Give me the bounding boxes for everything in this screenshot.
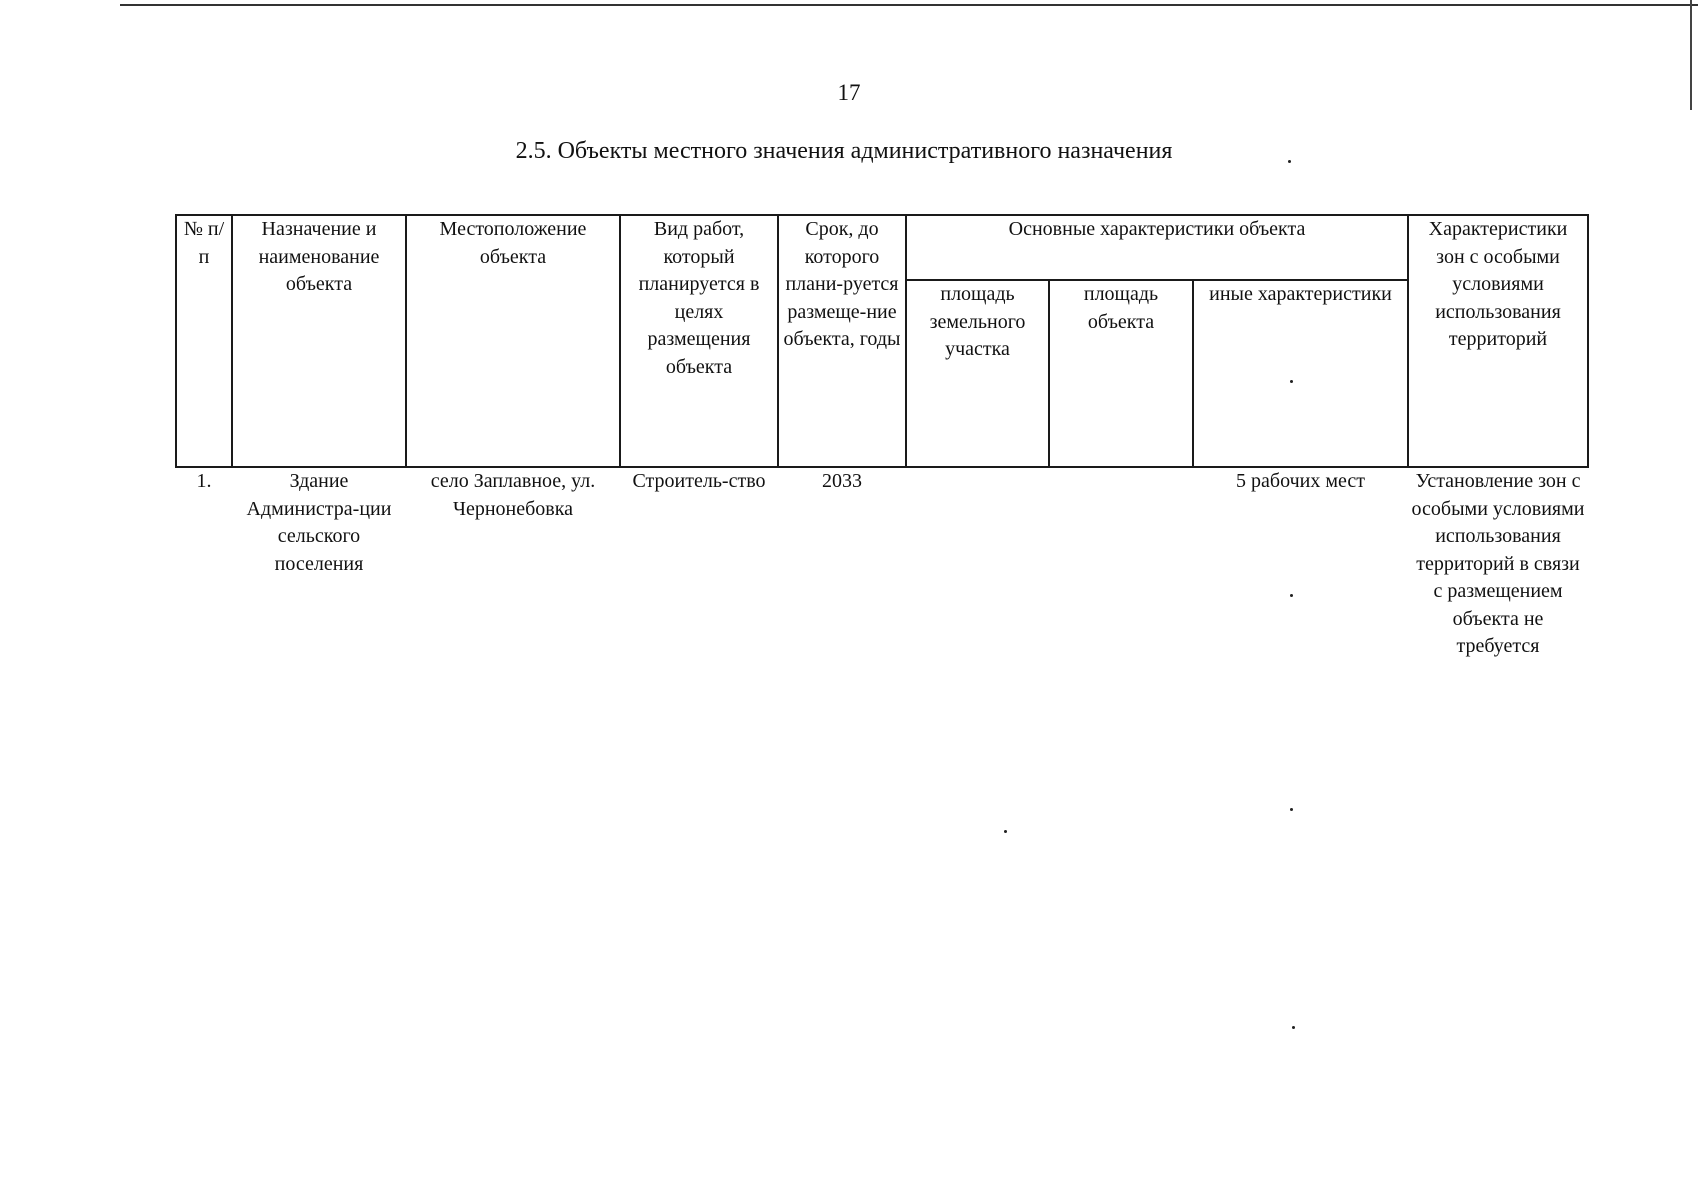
scan-speck (1290, 808, 1293, 811)
section-title: 2.5. Объекты местного значения административного назначения (515, 138, 1173, 164)
scan-speck (1288, 160, 1291, 163)
header-location-label: Местоположение объекта (439, 218, 587, 268)
cell-location: село Заплавное, ул. Чернонебовка (430, 470, 596, 520)
cell-land-area (906, 467, 1049, 661)
table-body (176, 467, 1588, 661)
cell-purpose: Здание Администра-ции сельского поселения (246, 470, 392, 575)
header-object-area-label: площадь объекта (1083, 283, 1159, 333)
cell-deadline: 2033 (822, 470, 862, 492)
header-num-label: № п/п (183, 218, 225, 268)
scan-speck (1004, 830, 1007, 833)
objects-table (175, 214, 1589, 661)
cell-zones: Установление зон с особыми условиями использования территорий в связи с размещением объекта не требуется (1411, 470, 1585, 657)
header-other-characteristics-label: иные характеристики (1209, 283, 1392, 306)
scan-speck (1290, 594, 1293, 597)
header-location (406, 215, 620, 467)
page-number: 17 (837, 80, 861, 105)
cell-work-type: Строитель-ство (632, 470, 766, 492)
scan-speck (1292, 1026, 1295, 1029)
header-other-characteristics (1193, 280, 1408, 467)
table-row (176, 467, 1588, 661)
header-main-characteristics-label: Основные характеристики объекта (1008, 218, 1306, 240)
header-work-type-label: Вид работ, который планируется в целях размещения объекта (638, 218, 760, 378)
scan-border-line (120, 4, 1698, 6)
header-zones (1408, 215, 1588, 467)
header-work-type (620, 215, 778, 467)
header-purpose (232, 215, 406, 467)
table-header (176, 215, 1588, 467)
header-row-main (176, 215, 1588, 280)
header-purpose-label: Назначение и наименование объекта (258, 218, 380, 295)
header-num (176, 215, 232, 467)
header-object-area (1049, 280, 1193, 467)
header-main-characteristics (906, 215, 1408, 280)
header-zones-label: Характеристики зон с особыми условиями использования территорий (1428, 218, 1568, 350)
cell-object-area (1049, 467, 1193, 661)
cell-other-characteristics: 5 рабочих мест (1236, 470, 1365, 492)
header-deadline-label: Срок, до которого плани-руется размеще-ние объекта, годы (783, 218, 901, 350)
header-land-area (906, 280, 1049, 467)
header-deadline (778, 215, 906, 467)
header-land-area-label: площадь земельного участка (929, 283, 1026, 361)
scan-speck (1290, 380, 1293, 383)
cell-num: 1. (196, 470, 212, 492)
